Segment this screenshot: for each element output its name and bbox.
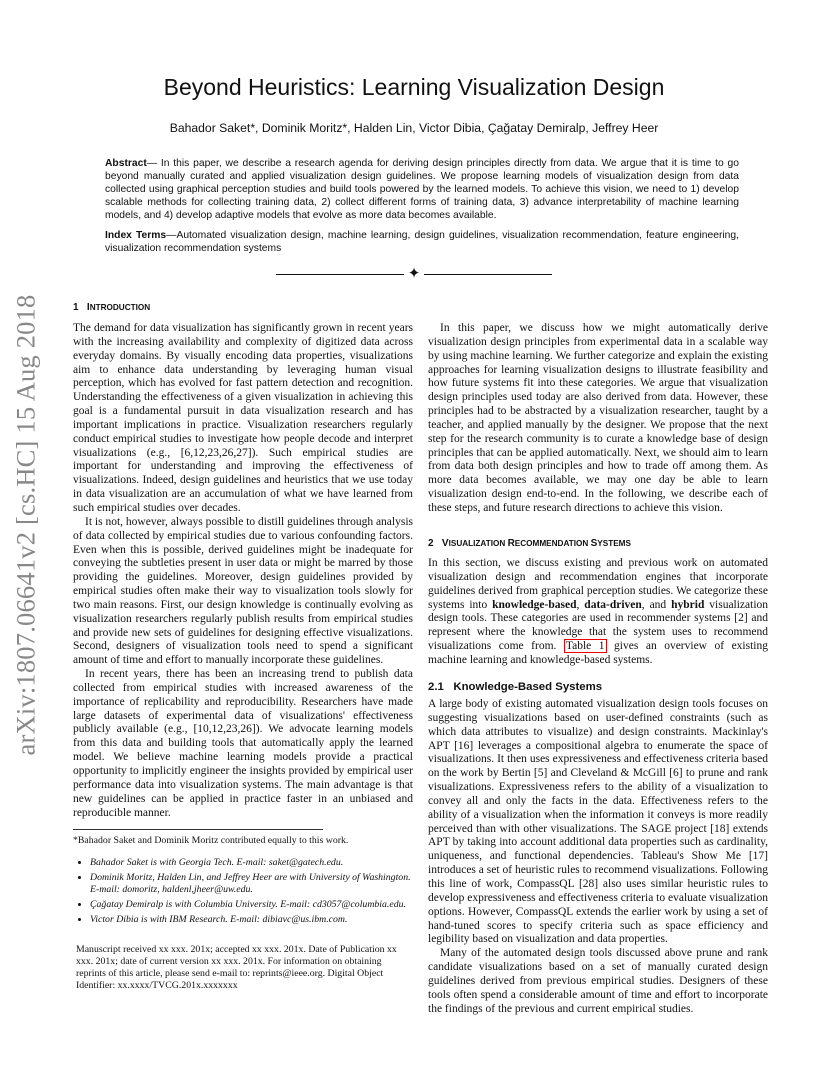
affiliation-item: • Victor Dibia is with IBM Research. E-mail: dibiavc@us.ibm.com. bbox=[90, 914, 413, 926]
abstract-text: — In this paper, we describe a research agenda for deriving design principles directly from data. We argue that it is time to go beyond manually curated and applied visualization design guidelines. We propose learning models of visualization design from data collected using graphical perception studies and build tools powered by the learned models. To achieve this vision, we need to 1) develop scalable methods for collecting training data, 2) collect different forms of training data, 3) advance interpretability of machine learning models, and 4) develop adaptive models that evolve as more data becomes available. bbox=[105, 158, 739, 221]
section-number: 1 bbox=[73, 302, 79, 313]
abstract-label: Abstract bbox=[105, 158, 147, 169]
section-title-initial: V bbox=[441, 538, 449, 549]
footnote-rule bbox=[73, 829, 323, 830]
term-knowledge-based: knowledge-based bbox=[492, 598, 577, 611]
section-title-initial: S bbox=[590, 538, 598, 549]
paper-title: Beyond Heuristics: Learning Visualization Design bbox=[163, 74, 665, 100]
subsection-title: Knowledge-Based Systems bbox=[453, 681, 603, 693]
affiliation-item: • Çağatay Demiralp is with Columbia University. E-mail: cd3057@columbia.edu. bbox=[90, 899, 413, 911]
term-data-driven: data-driven bbox=[584, 598, 642, 611]
text-run: , and bbox=[641, 598, 672, 611]
section-title-rest: NTRODUCTION bbox=[89, 303, 151, 312]
affiliation-item: • Bahador Saket is with Georgia Tech. E-mail: saket@gatech.edu. bbox=[90, 857, 413, 869]
index-terms bbox=[105, 229, 739, 255]
term-hybrid: hybrid bbox=[671, 598, 705, 611]
index-terms-label: Index Terms bbox=[105, 230, 167, 241]
section-2-1-body bbox=[428, 698, 768, 1016]
section-2-1-heading bbox=[428, 677, 768, 695]
separator-line-left bbox=[276, 274, 404, 275]
column-2-intro bbox=[428, 322, 768, 516]
author-list: Bahador Saket*, Dominik Moritz*, Halden Lin, Victor Dibia, Çağatay Demiralp, Jeffrey Heer bbox=[169, 121, 659, 135]
paragraph: Many of the automated design tools discussed above prune and rank candidate visualizations based on a set of manually curated design guidelines derived from previous empirical studies. Designers of these tools often spend a considerable amount of time and effort to incorporate the findings of the previous and current empirical studies. bbox=[428, 947, 768, 1015]
footnote-equal-contribution: *Bahador Saket and Dominik Moritz contributed equally to this work. bbox=[73, 835, 349, 846]
paragraph: A large body of existing automated visualization design tools focuses on suggesting visualizations based on user-defined constraints (such as which data attributes to visualize) and design constraints. Mackinlay's APT [16] leverages a compositional algebra to enumerate the space of visualizations. It then uses expressiveness and effectiveness criteria based on the work by Bertin [5] and Cleveland & McGill [6] to prune and rank visualizations. Expressiveness refers to the ability of a visualization to convey all and only the facts in the data. Effectiveness refers to the ability of a visualization when the information it conveys is more readily perceived than with other visualizations. The SAGE project [18] extends APT by taking into account additional data properties such as cardinality, uniqueness, and functional dependencies. Tableau's Show Me [17] introduces a set of heuristic rules to recommend visualizations. Following this line of work, CompassQL [28] also uses similar heuristic rules to develop expressiveness and effectiveness criteria to evaluate visualization options. However, CompassQL extends the earlier work by using a set of hand-tuned scores to specify criteria such as space efficiency and legibility based on visualization and data properties. bbox=[428, 698, 768, 946]
text-run: visualization design tools. These categories are used in recommender systems [2] and represent where the knowledge that the system uses to recommend visualizations come from. bbox=[428, 598, 769, 653]
section-title-initial: R bbox=[507, 538, 515, 549]
paragraph: In this paper, we discuss how we might automatically derive visualization design principles from experimental data in a scalable way by using machine learning. We further categorize and explain the existing approaches for learning visualization designs to illustrate feasibility and how future systems fit into these categories. We argue that visualization design principles used today are also derived from data. However, these principles had to be abstracted by a visualization researcher, taught by a teacher, and applied manually by the designer. We propose that the next step for the research community is to curate a knowledge base of design principles that can be applied automatically. Next, we should aim to learn from data both design principles and how to trade off among them. As more data becomes available, we may one day be able to learn visualization design end-to-end. In the following, we describe each of these steps, and future research directions to achieve this vision. bbox=[428, 322, 768, 514]
author-affiliations bbox=[73, 857, 413, 929]
section-2-body bbox=[428, 557, 768, 668]
paragraph: In recent years, there has been an increasing trend to publish data collected from empirical studies with increased awareness of the importance of replicability and reproducibility. Researchers have made large datasets of experimental data of visualizations' effectiveness publicly available (e.g., [10,12,23,26]). We advocate learning models from this data and building tools that automatically apply the learned model. We believe machine learning models provide a practical opportunity to implicitly engineer the insights provided by empirical user performance data into visualization systems. The main advantage is that new guidelines can be applied in practice faster in an unbiased and reproducible manner. bbox=[73, 668, 413, 819]
diamond-ornament-icon: ✦ bbox=[407, 266, 421, 282]
section-separator bbox=[276, 266, 552, 282]
section-1-heading bbox=[73, 301, 413, 315]
paragraph: The demand for data visualization has significantly grown in recent years with the increasing availability and complexity of digitized data across everyday domains. By visually encoding data properties, visualizations aim to enhance data understanding by leveraging human visual perception, which has evolved for fast pattern detection and recognition. Understanding the effectiveness of a given visualization in achieving this goal is a fundamental pursuit in data visualization research and has important implications in practice. Visualization researchers regularly conduct empirical studies to investigate how people decode and interpret visualizations (e.g., [6,12,23,26,27]). Such empirical studies are important for understanding and improving the effectiveness of visualizations. Indeed, design guidelines and heuristics that we use today in data visualization are an accumulation of what we have learned from such empirical studies over decades. bbox=[73, 322, 413, 514]
section-title-rest: ECOMMENDATION bbox=[514, 539, 591, 548]
arxiv-stamp-text: arXiv:1807.06641v2 [cs.HC] 15 Aug 2018 bbox=[10, 294, 41, 756]
section-title-rest: YSTEMS bbox=[597, 539, 631, 548]
index-terms-text: —Automated visualization design, machine learning, design guidelines, visualization recommendation, feature engineering, visualization recommendation systems bbox=[105, 230, 739, 254]
text-run: gives an overview of existing machine learning and knowledge-based systems. bbox=[428, 640, 768, 666]
subsection-number: 2.1 bbox=[428, 681, 444, 693]
arxiv-stamp bbox=[6, 175, 46, 875]
section-number: 2 bbox=[428, 538, 434, 549]
manuscript-note: Manuscript received xx xxx. 201x; accepted xx xxx. 201x. Date of Publication xx xxx. 201x; date of current version xx xxx. 201x. For information on obtaining reprints of this article, please send e-mail to: reprints@ieee.org. Digital Object Identifier: xx.xxxx/TVCG.201x.xxxxxxx bbox=[76, 944, 397, 991]
section-2-heading bbox=[428, 537, 768, 551]
separator-line-right bbox=[424, 274, 552, 275]
table-1-link[interactable]: Table 1 bbox=[565, 640, 605, 653]
abstract bbox=[105, 157, 739, 222]
section-title-rest: ISUALIZATION bbox=[448, 539, 508, 548]
affiliation-item: • Dominik Moritz, Halden Lin, and Jeffrey Heer are with University of Washington. E-mail: domoritz, haldenl,jheer@uw.edu. bbox=[90, 872, 413, 896]
paragraph: It is not, however, always possible to distill guidelines through analysis of data collected by empirical studies due to various confounding factors. Even when this is possible, derived guidelines might be inadequate for conveying the subtleties present in user data or might be marred by those providing the guidelines. Moreover, design guidelines provided by empirical studies often make their way to visualization tools slowly for two main reasons. First, our design knowledge is continually evolving as visualization researchers regularly publish results from empirical studies and provide new sets of guidelines for designing effective visualizations. Second, designers of visualization tools need to spend a significant amount of time and effort to manually incorporate these guidelines. bbox=[73, 515, 413, 667]
column-1-body bbox=[73, 322, 413, 820]
text-run: In this section, we discuss existing and previous work on automated visualization design and recommendation engines that incorporate guidelines derived from graphical perception studies. We categorize these systems into bbox=[428, 557, 768, 611]
paragraph: In this section, we discuss existing and previous work on automated visualization design and recommendation engines that incorporate guidelines derived from graphical perception studies. We categorize these systems into knowledge-based, data-driven, and hybrid visualization design tools. These categories are used in recommender systems [2] and represent where the knowledge that the system uses to recommend visualizations come from. Table 1 gives an overview of existing machine learning and knowledge-based systems. bbox=[428, 557, 769, 666]
section-title-initial: I bbox=[86, 302, 90, 313]
